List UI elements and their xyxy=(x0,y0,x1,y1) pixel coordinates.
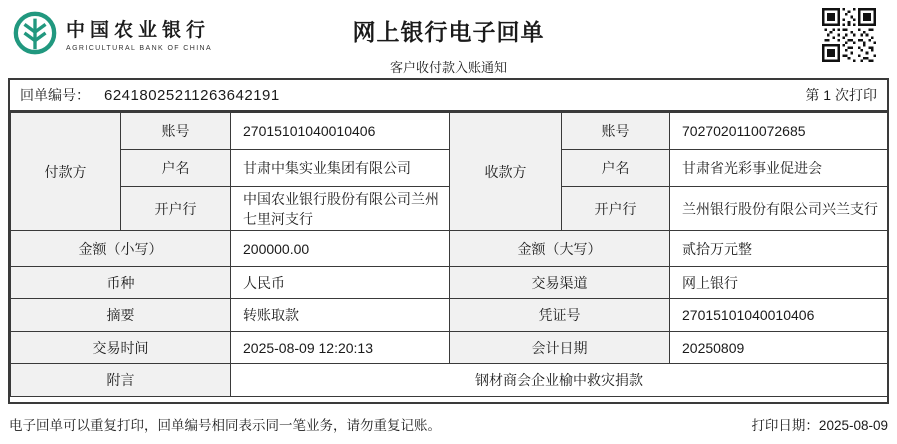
table-row xyxy=(11,299,888,332)
payer-name-value-cell: 甘肃中集实业集团有限公司 xyxy=(231,150,450,187)
remark-value-cell: 钢材商会企业榆中救灾捐款 xyxy=(231,364,888,397)
bank-name-en: AGRICULTURAL BANK OF CHINA xyxy=(66,44,213,52)
table-row xyxy=(11,267,888,299)
table-row xyxy=(11,150,888,187)
currency-label-cell: 币种 xyxy=(11,267,231,299)
voucher-no-label-cell: 凭证号 xyxy=(450,299,670,332)
payee-name-label-cell: 户名 xyxy=(562,150,670,187)
accounting-date-label-cell: 会计日期 xyxy=(450,332,670,364)
channel-label-cell: 交易渠道 xyxy=(450,267,670,299)
payer-account-value-cell: 27015101040010406 xyxy=(231,113,450,150)
table-row xyxy=(11,364,888,397)
amount-lower-label-cell: 金额（小写） xyxy=(11,231,231,267)
print-date: 打印日期：2025-08-09 xyxy=(751,418,888,433)
payee-bank-label-cell: 开户行 xyxy=(562,187,670,231)
receipt-number-group xyxy=(20,80,280,110)
payee-account-label-cell: 账号 xyxy=(562,113,670,150)
header xyxy=(0,0,897,78)
receipt-table xyxy=(10,112,888,397)
payer-name-label-cell: 户名 xyxy=(121,150,231,187)
remark-label-cell: 附言 xyxy=(11,364,231,397)
payer-bank-label-cell: 开户行 xyxy=(121,187,231,231)
table-row xyxy=(11,187,888,231)
currency-value-cell: 人民币 xyxy=(231,267,450,299)
payer-account-label-cell: 账号 xyxy=(121,113,231,150)
txn-time-value-cell: 2025-08-09 12:20:13 xyxy=(231,332,450,364)
txn-time-label-cell: 交易时间 xyxy=(11,332,231,364)
table-row xyxy=(11,231,888,267)
amount-upper-value-cell: 贰拾万元整 xyxy=(670,231,888,267)
title-block xyxy=(0,14,897,76)
print-count: 第 1 次打印 xyxy=(805,87,877,103)
bank-name-cn: 中国农业银行 xyxy=(66,19,211,41)
receipt-document xyxy=(8,78,889,404)
page-subtitle: 客户收付款入账通知 xyxy=(389,60,507,75)
accounting-date-value-cell: 20250809 xyxy=(670,332,888,364)
qr-code-icon xyxy=(821,8,877,62)
amount-lower-value-cell: 200000.00 xyxy=(231,231,450,267)
channel-value-cell: 网上银行 xyxy=(670,267,888,299)
receipt-number-value: 62418025211263642191 xyxy=(104,87,280,104)
summary-label-cell: 摘要 xyxy=(11,299,231,332)
table-row xyxy=(11,332,888,364)
payee-section-cell: 收款方 xyxy=(450,113,562,231)
page-title: 网上银行电子回单 xyxy=(352,19,545,45)
payer-section-cell: 付款方 xyxy=(11,113,121,231)
receipt-number-row xyxy=(10,80,887,112)
payee-bank-value-cell: 兰州银行股份有限公司兴兰支行 xyxy=(670,187,888,231)
table-row xyxy=(11,113,888,150)
payee-name-value-cell: 甘肃省光彩事业促进会 xyxy=(670,150,888,187)
receipt-number-label: 回单编号： xyxy=(20,87,90,103)
footer xyxy=(0,404,897,444)
payer-bank-value-cell: 中国农业银行股份有限公司兰州七里河支行 xyxy=(231,187,450,231)
amount-upper-label-cell: 金额（大写） xyxy=(450,231,670,267)
footer-note: 电子回单可以重复打印，回单编号相同表示同一笔业务，请勿重复记账。 xyxy=(9,418,441,433)
voucher-no-value-cell: 27015101040010406 xyxy=(670,299,888,332)
payee-account-value-cell: 7027020110072685 xyxy=(670,113,888,150)
summary-value-cell: 转账取款 xyxy=(231,299,450,332)
